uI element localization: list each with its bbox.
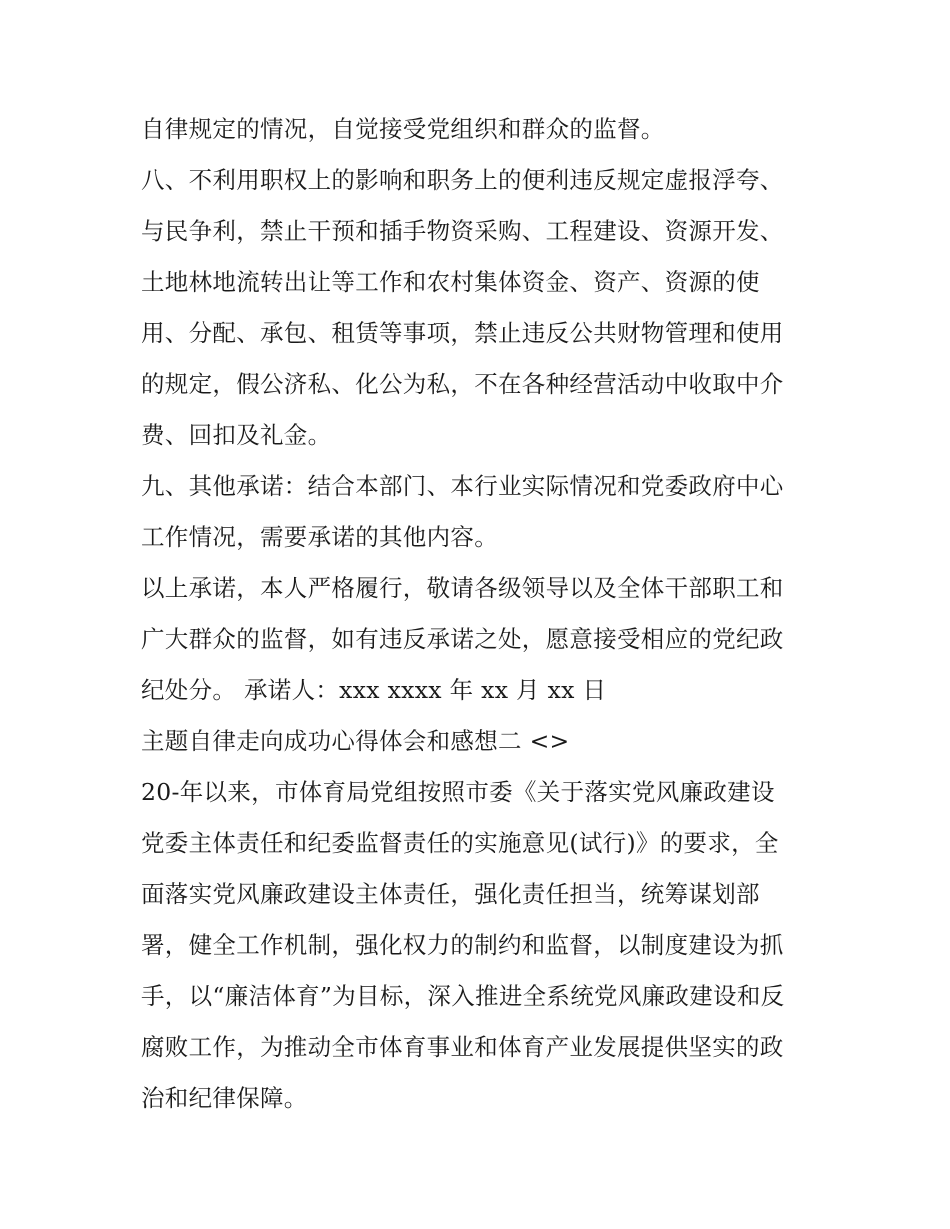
text-line: 费、回扣及礼金。	[141, 421, 332, 449]
text-line: 面落实党风廉政建设主体责任，强化责任担当，统筹谋划部	[141, 880, 760, 908]
text-line: 的规定，假公济私、化公为私，不在各种经营活动中收取中介	[141, 370, 784, 398]
text-line: 与民争利，禁止干预和插手物资采购、工程建设、资源开发、	[141, 217, 784, 245]
text-line: 署，健全工作机制，强化权力的制约和监督，以制度建设为抓	[141, 931, 784, 959]
text-line: 九、其他承诺：结合本部门、本行业实际情况和党委政府中心	[141, 472, 784, 500]
text-line: 用、分配、承包、租赁等事项，禁止违反公共财物管理和使用	[141, 319, 784, 347]
text-line: 党委主体责任和纪委监督责任的实施意见(试行)》的要求，全	[141, 829, 779, 857]
text-line: 自律规定的情况，自觉接受党组织和群众的监督。	[141, 115, 665, 143]
section-heading: 主题自律走向成功心得体会和感想二 <>	[141, 727, 570, 755]
text-line: 手，以“廉洁体育”为目标，深入推进全系统党风廉政建设和反	[141, 982, 785, 1010]
text-line: 工作情况，需要承诺的其他内容。	[141, 523, 498, 551]
text-line: 八、不利用职权上的影响和职务上的便利违反规定虚报浮夸、	[141, 166, 784, 194]
text-line: 广大群众的监督，如有违反承诺之处，愿意接受相应的党纪政	[141, 625, 784, 653]
text-line: 腐败工作，为推动全市体育事业和体育产业发展提供坚实的政	[141, 1033, 784, 1061]
text-line: 20-年以来，市体育局党组按照市委《关于落实党风廉政建设	[141, 778, 775, 806]
signature-line: 纪处分。 承诺人：xxx xxxx 年 xx 月 xx 日	[141, 676, 607, 704]
text-line: 以上承诺，本人严格履行，敬请各级领导以及全体干部职工和	[141, 574, 784, 602]
text-line: 治和纪律保障。	[141, 1084, 308, 1112]
document-body	[141, 104, 821, 1124]
text-line: 土地林地流转出让等工作和农村集体资金、资产、资源的使	[141, 268, 760, 296]
